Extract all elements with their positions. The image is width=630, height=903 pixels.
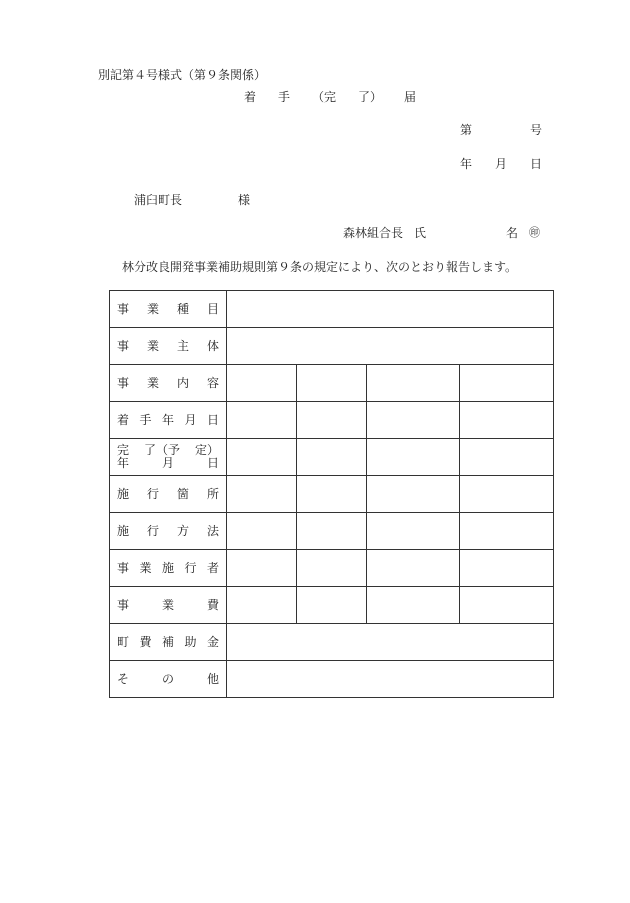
table-row: [110, 550, 554, 587]
input-cell[interactable]: [367, 476, 460, 513]
input-cell[interactable]: [460, 587, 554, 624]
input-cell[interactable]: [227, 661, 554, 698]
table-row: [110, 587, 554, 624]
input-cell[interactable]: [227, 402, 297, 439]
input-cell[interactable]: [460, 550, 554, 587]
title-char: 着: [244, 90, 257, 104]
input-cell[interactable]: [367, 402, 460, 439]
body-text: 林分改良開発事業補助規則第９条の規定により、次のとおり報告します。: [122, 260, 518, 274]
row-label-business-content: 事 業 内 容: [110, 365, 227, 402]
input-cell[interactable]: [460, 402, 554, 439]
table-row: [110, 365, 554, 402]
input-cell[interactable]: [227, 513, 297, 550]
title-char: 了）: [357, 90, 382, 104]
document-number: [460, 123, 542, 137]
table-row: [110, 328, 554, 365]
input-cell[interactable]: [460, 513, 554, 550]
addressee-honorific: 様: [238, 193, 251, 207]
title-char: 手: [277, 90, 290, 104]
row-label-business-type: 事 業 種 目: [110, 291, 227, 328]
input-cell[interactable]: [367, 365, 460, 402]
row-label-method: 施 行 方 法: [110, 513, 227, 550]
applicant-org: 森林組合長: [343, 226, 404, 240]
table-row: [110, 402, 554, 439]
table-row: [110, 439, 554, 476]
input-cell[interactable]: [227, 291, 554, 328]
row-label-business-entity: 事 業 主 体: [110, 328, 227, 365]
row-label-town-subsidy: 町 費 補 助 金: [110, 624, 227, 661]
row-label-completion-date: 完 了（予 定） 年 月 日: [110, 439, 227, 476]
seal-mark: ㊞: [529, 226, 540, 239]
input-cell[interactable]: [297, 513, 367, 550]
input-cell[interactable]: [460, 439, 554, 476]
table-row: [110, 624, 554, 661]
input-cell[interactable]: [367, 439, 460, 476]
input-cell[interactable]: [227, 550, 297, 587]
input-cell[interactable]: [297, 550, 367, 587]
form-reference: 別記第４号様式（第９条関係）: [98, 68, 267, 82]
input-cell[interactable]: [367, 587, 460, 624]
input-cell[interactable]: [460, 476, 554, 513]
input-cell[interactable]: [297, 439, 367, 476]
number-suffix: 号: [529, 123, 542, 137]
applicant-mei: 名: [506, 226, 519, 240]
document-title: [244, 90, 416, 104]
input-cell[interactable]: [227, 328, 554, 365]
input-cell[interactable]: [297, 476, 367, 513]
table-row: [110, 661, 554, 698]
input-cell[interactable]: [227, 476, 297, 513]
input-cell[interactable]: [227, 624, 554, 661]
input-cell[interactable]: [297, 402, 367, 439]
title-char: （完: [311, 90, 336, 104]
date-year: 年: [460, 157, 473, 171]
input-cell[interactable]: [460, 365, 554, 402]
input-cell[interactable]: [227, 439, 297, 476]
input-cell[interactable]: [367, 513, 460, 550]
input-cell[interactable]: [297, 365, 367, 402]
input-cell[interactable]: [227, 365, 297, 402]
row-label-project-cost: 事 業 費: [110, 587, 227, 624]
input-cell[interactable]: [367, 550, 460, 587]
date-day: 日: [529, 157, 542, 171]
report-table: [109, 290, 554, 698]
input-cell[interactable]: [297, 587, 367, 624]
addressee-name: 浦臼町長: [134, 193, 183, 207]
document-date: [460, 157, 542, 171]
row-label-location: 施 行 箇 所: [110, 476, 227, 513]
row-label-start-date: 着 手 年 月 日: [110, 402, 227, 439]
table-row: [110, 513, 554, 550]
row-label-other: そ の 他: [110, 661, 227, 698]
table-row: [110, 476, 554, 513]
row-label-contractor: 事 業 施 行 者: [110, 550, 227, 587]
title-char: 届: [403, 90, 416, 104]
date-month: 月: [494, 157, 507, 171]
input-cell[interactable]: [227, 587, 297, 624]
number-prefix: 第: [460, 123, 473, 137]
table-row: [110, 291, 554, 328]
applicant-shi: 氏: [414, 226, 427, 240]
